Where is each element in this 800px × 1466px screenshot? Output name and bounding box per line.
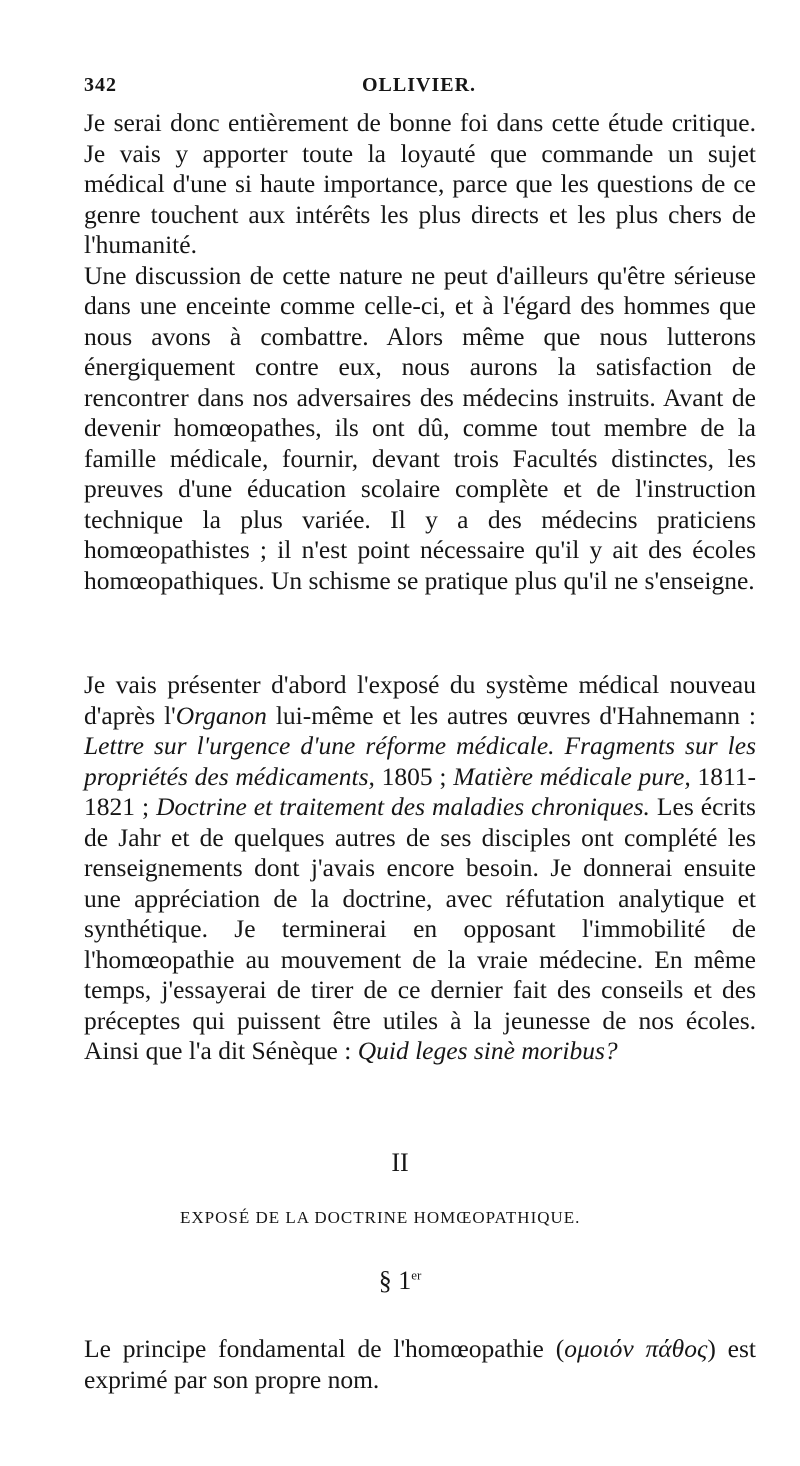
closing-text: [84, 1334, 756, 1395]
running-title: OLLIVIER.: [361, 74, 477, 96]
seneca-quote: Quid leges sinè moribus?: [357, 1036, 618, 1065]
page-header: [84, 74, 754, 104]
p3-text-f: Les écrits de Jahr et de quelques autres de ses disciples ont complété les renseignements dont j'avais encore besoin. Je donnerai ensuite une appréciation de la doctrine, avec réfutation analytique et synthétique. Je terminerai en opposant l'immobilité de l'homœopathie au mouvement de la vraie médecine. En même temps, j'essayerai de tirer de ce dernier fait des conseils et des préceptes qui puissent être utiles à la jeunesse de nos écoles. Ainsi que l'a dit Sénèque :: [84, 792, 756, 1065]
closing-paragraph: [84, 1334, 756, 1395]
body-text: [84, 108, 756, 596]
paragraph-1: Je serai donc entièrement de bonne foi dans cette étude critique. Je vais y apporter toute la loyauté que commande un sujet médical d'une si haute importance, parce que les questions de ce genre touchent aux intérêts les plus directs et les plus chers de l'humanité.: [84, 108, 756, 259]
p3-text-c: [555, 731, 565, 760]
p3-text-d: 1805 ;: [374, 761, 454, 791]
section-title: EXPOSÉ DE LA DOCTRINE HOMŒOPATHIQUE.: [180, 1208, 581, 1227]
matiere-title: Matière médicale pure,: [453, 761, 691, 791]
paragraph-3: [84, 670, 756, 1067]
closing-text-a: Le principe fondamental de l'homœopathie (: [84, 1334, 565, 1363]
body-text-2: [84, 670, 756, 1067]
fragments-title: Fragments sur les propriétés des médicaments,: [84, 731, 756, 791]
p3-text-b: lui-même et les autres œuvres d'Hahnemann :: [266, 700, 756, 730]
doctrine-title: Doctrine et traitement des maladies chroniques.: [156, 792, 650, 821]
closing-text-b: ) est exprimé par son propre nom.: [84, 1334, 756, 1394]
paragraph-mark-text: § 1: [378, 1266, 412, 1295]
page-number: 342: [84, 74, 117, 96]
greek-phrase: ομοιόν πάθος: [564, 1334, 708, 1363]
organon-title: Organon: [175, 700, 267, 730]
section-number: II: [391, 1148, 409, 1177]
p3-text-a: Je vais présenter d'abord l'exposé du système médical nouveau d'après l': [84, 670, 756, 730]
lettre-title: Lettre sur l'urgence d'une réforme médicale.: [84, 731, 555, 760]
p3-text-e: 1811-1821 ;: [84, 761, 756, 821]
paragraph-mark-sup: er: [411, 1267, 422, 1283]
paragraph-2: Une discussion de cette nature ne peut d'ailleurs qu'être sérieuse dans une enceinte comme celle-ci, et à l'égard des hommes que nous avons à combattre. Alors même que nous lutterons énergiquement contre eux, nous aurons la satisfaction de rencontrer dans nos adversaires des médecins instruits. Avant de devenir homœopathes, ils ont dû, comme tout membre de la famille médicale, fournir, devant trois Facultés distinctes, les preuves d'une éducation scolaire complète et de l'instruction technique la plus variée. Il y a des médecins praticiens homœopathistes ; il n'est point nécessaire qu'il y ait des écoles homœopathiques. Un schisme se pratique plus qu'il ne s'enseigne.: [84, 260, 756, 595]
paragraph-mark: [0, 1266, 800, 1296]
